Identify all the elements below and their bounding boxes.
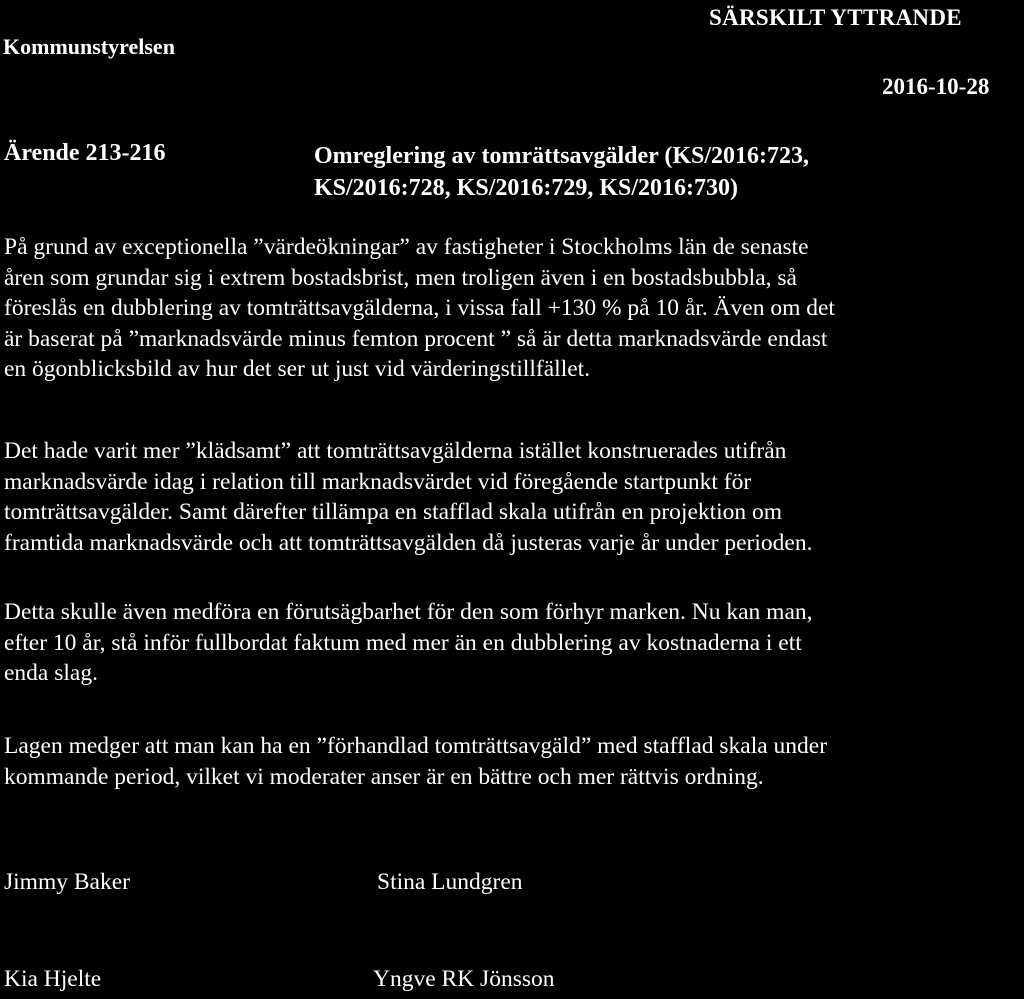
body-paragraph	[4, 731, 1024, 792]
paragraph-line: tomträttsavgälder. Samt därefter tillämpa en stafflad skala utifrån en projektion om	[4, 499, 783, 526]
document-date: 2016-10-28	[882, 74, 990, 99]
paragraph-line: På grund av exceptionella ”värdeökningar” av fastigheter i Stockholms län de senaste	[4, 234, 809, 260]
paragraph-line: Det hade varit mer ”klädsamt” att tomträttsavgälderna istället konstruerades utifrån	[4, 438, 787, 464]
paragraph-line: efter 10 år, stå inför fullbordat faktum med mer än en dubblering av kostnaderna i ett	[4, 629, 802, 656]
committee-name: Kommunstyrelsen	[3, 34, 175, 59]
paragraph-line: åren som grundar sig i extrem bostadsbrist, men troligen även i en bostadsbubbla, så	[4, 264, 797, 291]
paragraph-line: marknadsvärde idag i relation till marknadsvärdet vid föregående startpunkt för	[4, 468, 752, 495]
signature-name: Jimmy Baker	[4, 869, 130, 895]
body-paragraph	[4, 436, 1024, 558]
body-paragraph	[4, 232, 1024, 385]
subject-line: KS/2016:728, KS/2016:729, KS/2016:730)	[314, 175, 739, 201]
paragraph-line: föreslås en dubblering av tomträttsavgälderna, i vissa fall +130 % på 10 år. Även om det	[4, 295, 835, 322]
paragraph-line: Detta skulle även medföra en förutsägbarhet för den som förhyr marken. Nu kan man,	[4, 599, 813, 625]
paragraph-line: enda slag.	[4, 660, 98, 687]
document-type: SÄRSKILT YTTRANDE	[709, 5, 962, 30]
signature-name: Kia Hjelte	[4, 966, 102, 992]
signature-name: Stina Lundgren	[377, 869, 523, 895]
subject-line: Omreglering av tomrättsavgälder (KS/2016:723,	[314, 143, 810, 169]
signature-name: Yngve RK Jönsson	[373, 966, 555, 992]
paragraph-line: kommande period, vilket vi moderater anser är en bättre och mer rättvis ordning.	[4, 763, 764, 790]
paragraph-line: Lagen medger att man kan ha en ”förhandlad tomträttsavgäld” med stafflad skala under	[4, 733, 828, 759]
paragraph-line: framtida marknadsvärde och att tomträttsavgälden då justeras varje år under perioden.	[4, 529, 813, 556]
paragraph-line: är baserat på ”marknadsvärde minus femton procent ” så är detta marknadsvärde endast	[4, 325, 828, 352]
subject-heading	[314, 140, 809, 204]
case-number: Ärende 213-216	[4, 140, 166, 166]
body-paragraph	[4, 597, 1024, 689]
paragraph-line: en ögonblicksbild av hur det ser ut just vid värderingstillfället.	[4, 356, 591, 383]
